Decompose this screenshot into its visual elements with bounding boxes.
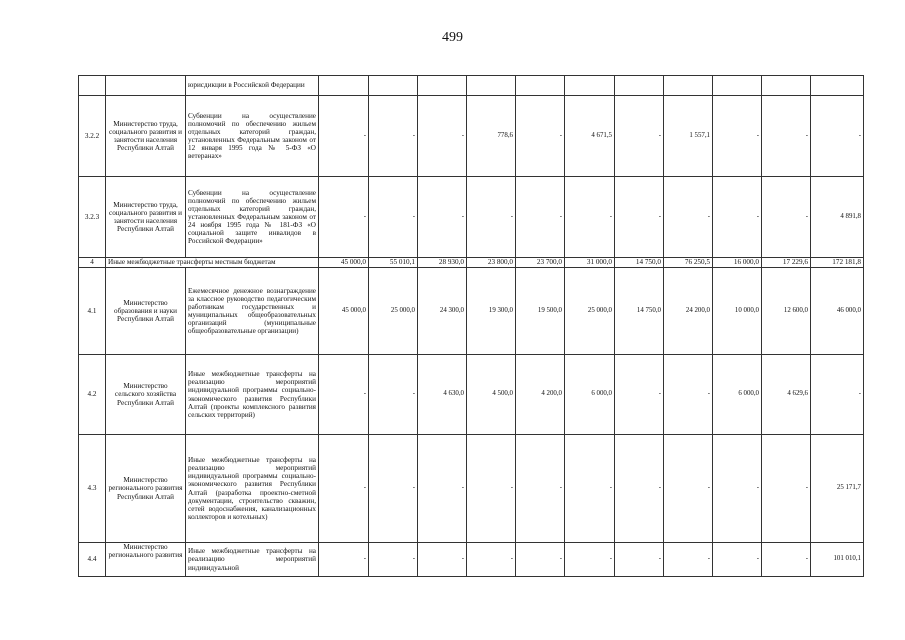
value-cell (811, 76, 864, 96)
value-cell: - (615, 177, 664, 258)
value-cell: - (762, 435, 811, 543)
value-cell: - (664, 355, 713, 435)
value-cell: - (615, 96, 664, 177)
section-total-row (79, 258, 864, 268)
row-number: 4.2 (79, 355, 106, 435)
value-cell: 25 171,7 (811, 435, 864, 543)
value-cell: 55 010,1 (369, 258, 418, 268)
value-cell: - (664, 543, 713, 577)
value-cell (418, 76, 467, 96)
value-cell: - (713, 543, 762, 577)
value-cell: 16 000,0 (713, 258, 762, 268)
value-cell: 778,6 (467, 96, 516, 177)
value-cell (762, 76, 811, 96)
value-cell (467, 76, 516, 96)
value-cell: 6 000,0 (713, 355, 762, 435)
value-cell: - (467, 435, 516, 543)
value-cell: - (467, 543, 516, 577)
value-cell: - (565, 543, 615, 577)
table-row (79, 355, 864, 435)
value-cell (319, 76, 369, 96)
value-cell: 45 000,0 (319, 258, 369, 268)
value-cell: 23 800,0 (467, 258, 516, 268)
value-cell: 14 750,0 (615, 268, 664, 355)
row-description: Иные межбюджетные трансферты на реализацию мероприятий индивидуальной программы социально-экономического развития Республики Алтай (разработка проектно-сметной документации, строительство скважин, сетей водоснабжения, канализационных коллекторов и котельных) (186, 435, 319, 543)
value-cell: 4 200,0 (516, 355, 565, 435)
value-cell: - (319, 177, 369, 258)
value-cell: - (319, 96, 369, 177)
value-cell: 24 300,0 (418, 268, 467, 355)
row-description: Иные межбюджетные трансферты на реализацию мероприятий индивидуальной (186, 543, 319, 577)
value-cell (615, 76, 664, 96)
value-cell: 4 500,0 (467, 355, 516, 435)
value-cell: 6 000,0 (565, 355, 615, 435)
row-number (79, 76, 106, 96)
row-description: Субвенции на осуществление полномочий по обеспечению жильем отдельных категорий граждан, установленных Федеральным законом от 12 января 1995 года № 5-ФЗ «О ветеранах» (186, 96, 319, 177)
value-cell: - (418, 177, 467, 258)
row-description: Субвенции на осуществление полномочий по обеспечению жильем отдельных категорий граждан, установленных Федеральным законом от 24 ноября 1995 года № 181-ФЗ «О социальной защите инвалидов в Российской Федерации» (186, 177, 319, 258)
value-cell: 4 630,0 (418, 355, 467, 435)
row-number: 4.4 (79, 543, 106, 577)
value-cell: 31 000,0 (565, 258, 615, 268)
row-description: юрисдикции в Российской Федерации (186, 76, 319, 96)
value-cell: 4 891,8 (811, 177, 864, 258)
row-organization (106, 76, 186, 96)
value-cell: 25 000,0 (369, 268, 418, 355)
value-cell: 46 000,0 (811, 268, 864, 355)
value-cell: - (467, 177, 516, 258)
value-cell: - (762, 543, 811, 577)
value-cell: - (615, 355, 664, 435)
value-cell: - (369, 355, 418, 435)
table-row (79, 96, 864, 177)
row-organization: Министерство образования и науки Республики Алтай (106, 268, 186, 355)
value-cell: 23 700,0 (516, 258, 565, 268)
value-cell: 101 010,1 (811, 543, 864, 577)
value-cell: - (369, 543, 418, 577)
value-cell (713, 76, 762, 96)
value-cell (369, 76, 418, 96)
value-cell: - (516, 177, 565, 258)
row-organization: Министерство труда, социального развития и занятости населения Республики Алтай (106, 177, 186, 258)
value-cell: - (615, 543, 664, 577)
value-cell: - (418, 543, 467, 577)
row-organization: Министерство сельского хозяйства Республики Алтай (106, 355, 186, 435)
page-number: 499 (442, 30, 463, 45)
value-cell: - (713, 96, 762, 177)
value-cell: 19 300,0 (467, 268, 516, 355)
value-cell: - (713, 177, 762, 258)
row-number: 4.3 (79, 435, 106, 543)
value-cell: 17 229,6 (762, 258, 811, 268)
value-cell: - (762, 96, 811, 177)
value-cell: 45 000,0 (319, 268, 369, 355)
row-number: 4.1 (79, 268, 106, 355)
value-cell: 24 200,0 (664, 268, 713, 355)
value-cell: 12 600,0 (762, 268, 811, 355)
row-number: 3.2.2 (79, 96, 106, 177)
value-cell: - (516, 96, 565, 177)
value-cell: 172 181,8 (811, 258, 864, 268)
budget-table (78, 75, 864, 577)
value-cell: - (369, 435, 418, 543)
row-number: 4 (79, 258, 106, 268)
table-row (79, 268, 864, 355)
value-cell: - (615, 435, 664, 543)
value-cell: 4 671,5 (565, 96, 615, 177)
value-cell: - (811, 355, 864, 435)
value-cell: 28 930,0 (418, 258, 467, 268)
value-cell: - (319, 435, 369, 543)
row-description: Ежемесячное денежное вознаграждение за классное руководство педагогическим работникам государственных и муниципальных общеобразовательных организаций (муниципальные общеобразовательные организации) (186, 268, 319, 355)
value-cell: - (762, 177, 811, 258)
value-cell: - (418, 435, 467, 543)
value-cell: 14 750,0 (615, 258, 664, 268)
value-cell: - (565, 435, 615, 543)
table-row (79, 543, 864, 577)
value-cell: 25 000,0 (565, 268, 615, 355)
value-cell: - (516, 435, 565, 543)
value-cell: - (369, 177, 418, 258)
value-cell: - (516, 543, 565, 577)
value-cell (516, 76, 565, 96)
section-label: Иные межбюджетные трансферты местным бюджетам (106, 258, 319, 268)
value-cell: 19 500,0 (516, 268, 565, 355)
row-number: 3.2.3 (79, 177, 106, 258)
table-row (79, 435, 864, 543)
value-cell: - (565, 177, 615, 258)
table-row (79, 76, 864, 96)
row-description: Иные межбюджетные трансферты на реализацию мероприятий индивидуальной программы социально-экономического развития Республики Алтай (проекты комплексного развития сельских территорий) (186, 355, 319, 435)
value-cell: - (319, 543, 369, 577)
value-cell (565, 76, 615, 96)
value-cell: - (811, 96, 864, 177)
value-cell: - (418, 96, 467, 177)
value-cell: 1 557,1 (664, 96, 713, 177)
value-cell: - (369, 96, 418, 177)
value-cell: - (664, 435, 713, 543)
value-cell: - (713, 435, 762, 543)
value-cell (664, 76, 713, 96)
row-organization: Министерство регионального развития (106, 543, 186, 577)
value-cell: 10 000,0 (713, 268, 762, 355)
table-row (79, 177, 864, 258)
value-cell: - (319, 355, 369, 435)
value-cell: - (664, 177, 713, 258)
row-organization: Министерство труда, социального развития и занятости населения Республики Алтай (106, 96, 186, 177)
row-organization: Министерство регионального развития Республики Алтай (106, 435, 186, 543)
value-cell: 76 250,5 (664, 258, 713, 268)
value-cell: 4 629,6 (762, 355, 811, 435)
